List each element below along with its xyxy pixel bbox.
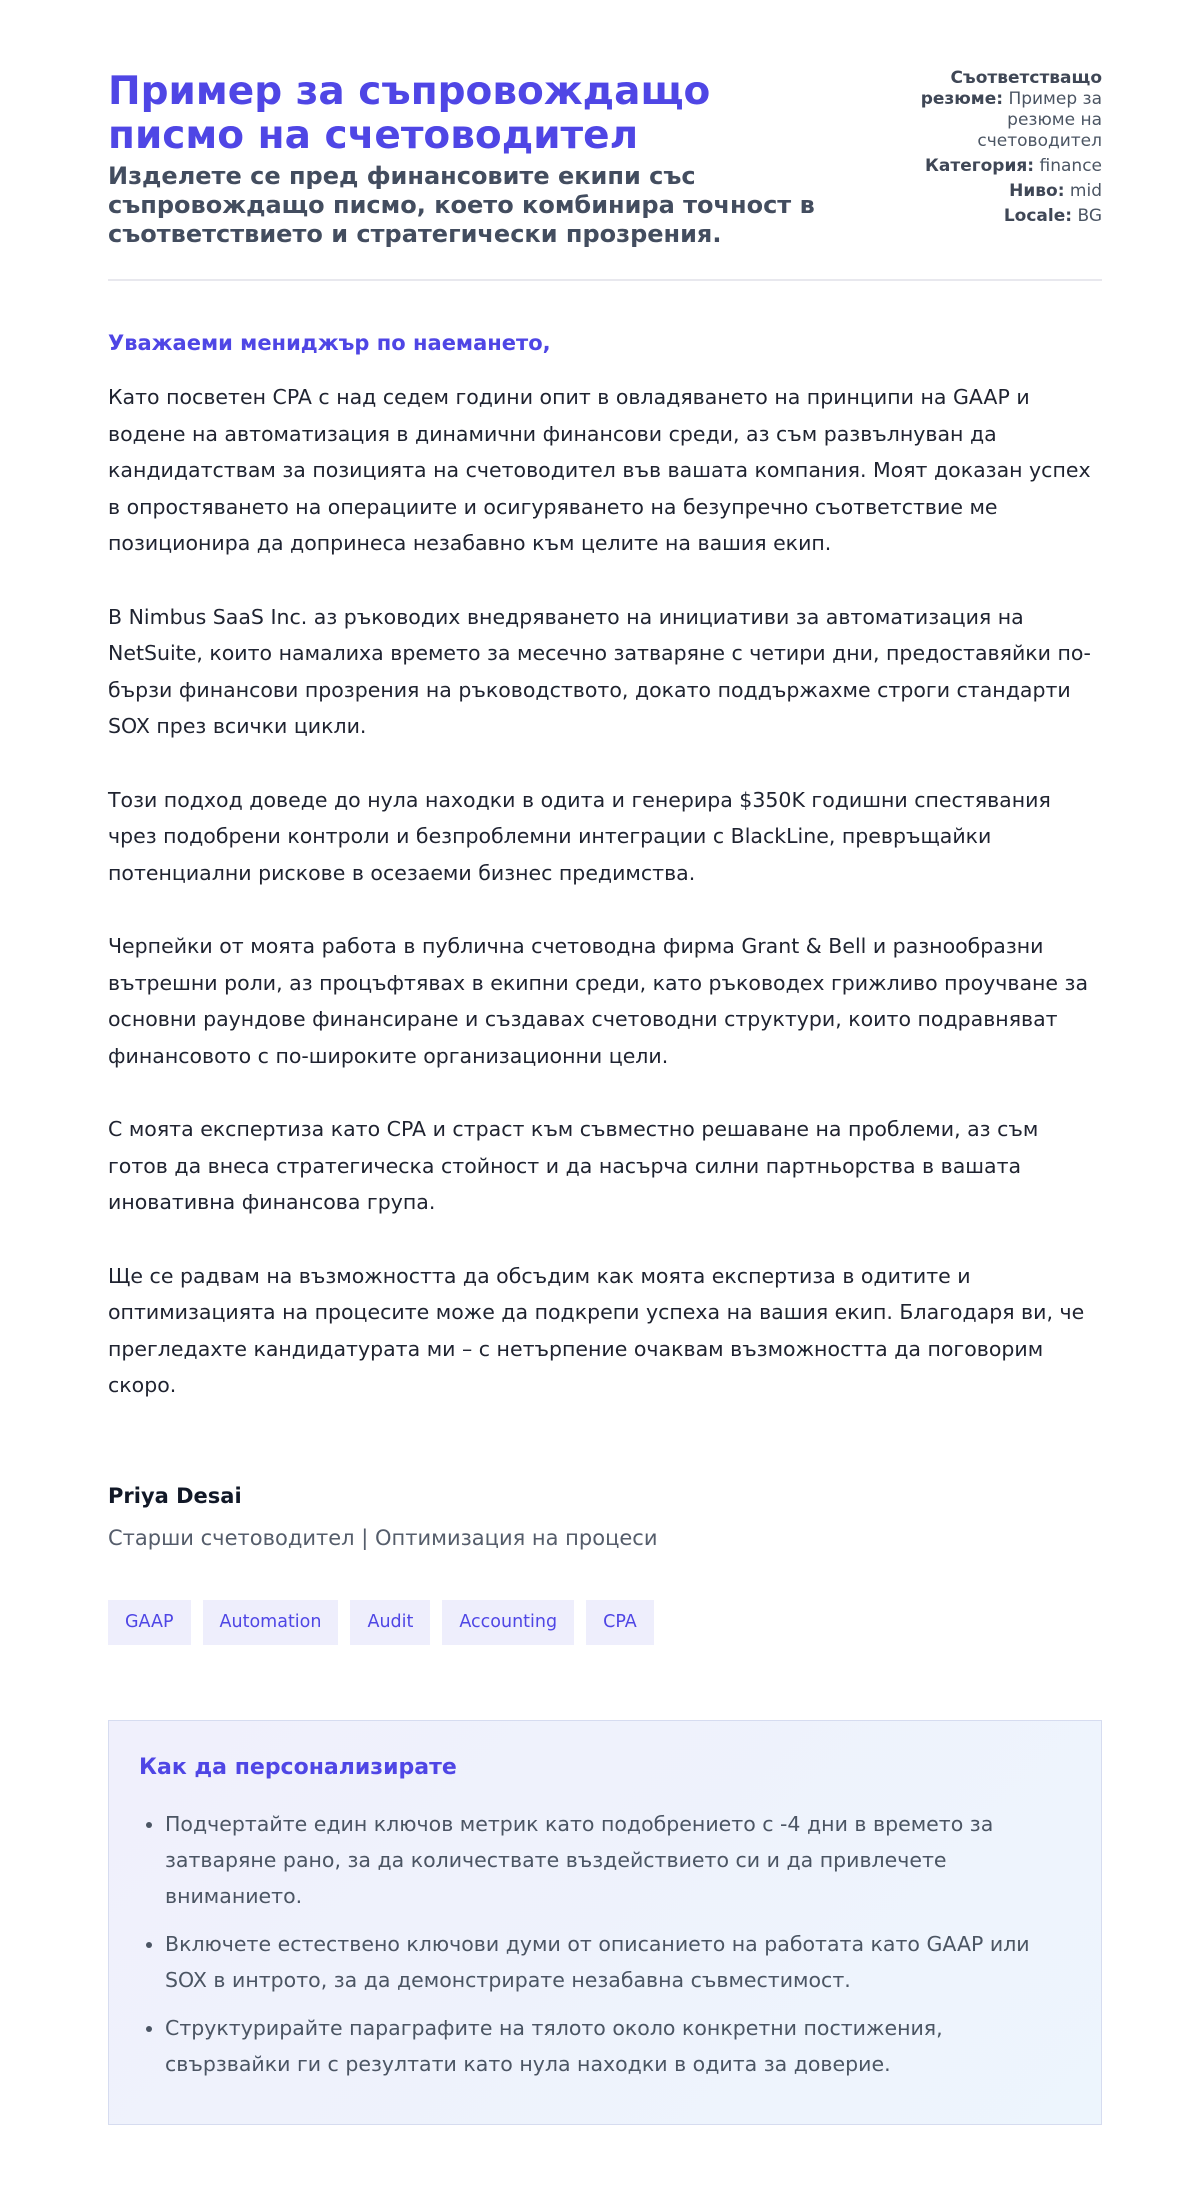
meta-category: Категория: finance xyxy=(925,156,1102,176)
divider xyxy=(108,279,1102,281)
paragraph: Ще се радвам на възможността да обсъдим как моята експертиза в одитите и оптимизацията на процесите може да подкрепи успеха на вашия екип. Благодаря ви, че прегледахте кандидатурата ми – с нетърпение очаквам възможността да поговорим скоро. xyxy=(108,1263,1085,1397)
tip-item: • Включете естествено ключови думи от описанието на работата като GAAP или SOX в интрото, за да демонстрирате незабавна съвместимост. xyxy=(165,1926,1071,1998)
tag: Audit xyxy=(350,1600,430,1645)
tag: Automation xyxy=(203,1600,339,1645)
signer-name: Priya Desai xyxy=(108,1483,242,1508)
tips-list xyxy=(139,1806,1071,2082)
personalization-tips xyxy=(108,1720,1102,2125)
tag: Accounting xyxy=(442,1600,574,1645)
paragraph: В Nimbus SaaS Inc. аз ръководих внедряването на инициативи за автоматизация на NetSuite, които намалиха времето за месечно затваряне с четири дни, предоставяйки по-бързи финансови прозрения на ръководството, докато поддържахме строги стандарти SOX през всички цикли. xyxy=(108,604,1091,738)
letter-body xyxy=(108,379,1102,1404)
paragraph: Този подход доведе до нула находки в одита и генерира $350K годишни спестявания чрез подобрени контроли и безпроблемни интеграции с BlackLine, превръщайки потенциални рискове в осезаеми бизнес предимства. xyxy=(108,787,1051,885)
tag-list xyxy=(108,1600,1102,1645)
meta-resume: Съответстващо резюме: Пример за резюме на счетоводител xyxy=(920,68,1102,151)
paragraph: Черпейки от моята работа в публична счетоводна фирма Grant & Bell и разнообразни вътрешни роли, аз процъфтявах в екипни среди, като ръководех грижливо проучване за основни раундове финансиране и създавах счетоводни структури, които подравняват финансовото с по-широките организационни цели. xyxy=(108,934,1089,1068)
meta-level: Ниво: mid xyxy=(1009,181,1102,201)
meta-locale: Locale: BG xyxy=(1003,206,1102,226)
tip-item: • Подчертайте един ключов метрик като подобрението с -4 дни в времето за затваряне рано, за да количествате въздействието си и да привлечете вниманието. xyxy=(165,1806,1071,1914)
signature xyxy=(108,1484,1102,1550)
meta-info xyxy=(892,68,1102,231)
tip-item: • Структурирайте параграфите на тялото около конкретни постижения, свързвайки ги с резултати като нула находки в одита за доверие. xyxy=(165,2010,1071,2082)
tips-title: Как да персонализирате xyxy=(139,1754,457,1780)
paragraph: С моята експертиза като CPA и страст към съвместно решаване на проблеми, аз съм готов да внеса стратегическа стойност и да насърча силни партньорства в вашата иновативна финансова група. xyxy=(108,1117,1039,1214)
salutation: Уважаеми мениджър по наемането, xyxy=(108,331,551,355)
page-title: Пример за съпровождащо писмо на счетоводител xyxy=(108,69,711,158)
signer-role: Старши счетоводител | Оптимизация на процеси xyxy=(108,1525,658,1550)
header xyxy=(108,68,1102,249)
tag: GAAP xyxy=(108,1600,191,1645)
page-subtitle: Изделете се пред финансовите екипи със съпровождащо писмо, което комбинира точност в съответствието и стратегически прозрения. xyxy=(108,162,815,248)
tag: CPA xyxy=(586,1600,654,1645)
paragraph: Като посветен CPA с над седем години опит в овладяването на принципи на GAAP и водене на автоматизация в динамични финансови среди, аз съм развълнуван да кандидатствам за позицията на счетоводител във вашата компания. Моят доказан успех в опростяването на операциите и осигуряването на безупречно съответствие ме позиционира да допринеса незабавно към целите на вашия екип. xyxy=(108,385,1091,555)
